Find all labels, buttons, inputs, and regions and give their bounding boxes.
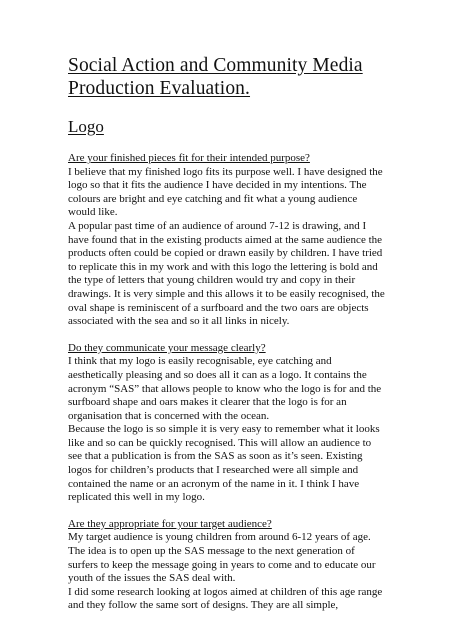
body-paragraph: I did some research looking at logos aimed at children of this age range and they follow the same sort of designs. They are all simple, (68, 585, 383, 612)
body-paragraph: Because the logo is so simple it is very easy to remember what it looks like and so can be quickly recognised. This will allow an audience to see that a publication is from the SAS as soon as it’s seen. Existing logos for children’s products that I researched were all simple and contained the name or an acronym of the name in it. I think I have replicated this well in my logo. (68, 423, 380, 504)
question-heading: Do they communicate your message clearly? (68, 341, 266, 354)
body-paragraph: I think that my logo is easily recognisable, eye catching and aesthetically pleasing and so does all it can as a logo. It contains the acronym “SAS” that allows people to know who the logo is for and the surfboard shape and oars makes it clearer that the logo is for an organisation that is concerned with the ocean. (68, 355, 382, 422)
body-paragraph: A popular past time of an audience of around 7-12 is drawing, and I have found that in the existing products aimed at the same audience the products often could be copied or drawn easily by children. I have tried to replicate this in my work and with this logo the lettering is bold and the type of letters that young children would try and copy in their drawings. It is very simple and this allows it to be easily recognised, the oval shape is reminiscent of a surfboard and the two oars are objects associated with the sea and so it all links in nicely. (68, 219, 385, 328)
question-block-fit-for-purpose (68, 152, 386, 329)
question-block-target-audience (68, 518, 386, 613)
question-heading: Are your finished pieces fit for their intended purpose? (68, 152, 310, 164)
document-title: Social Action and Community Media Production Evaluation. (68, 55, 363, 99)
question-heading: Are they appropriate for your target audience? (68, 517, 272, 530)
body-paragraph: My target audience is young children from around 6-12 years of age. The idea is to open up the SAS message to the next generation of surfers to keep the message going in years to come and to educate our youth of the issues the SAS deal with. (68, 531, 376, 585)
section-heading-logo: Logo (68, 117, 104, 136)
body-paragraph: I believe that my finished logo fits its purpose well. I have designed the logo so that it fits the audience I have decided in my intentions. The colours are bright and eye catching and fit what a young audience would like. (68, 165, 383, 219)
question-block-communicate-message (68, 342, 386, 505)
